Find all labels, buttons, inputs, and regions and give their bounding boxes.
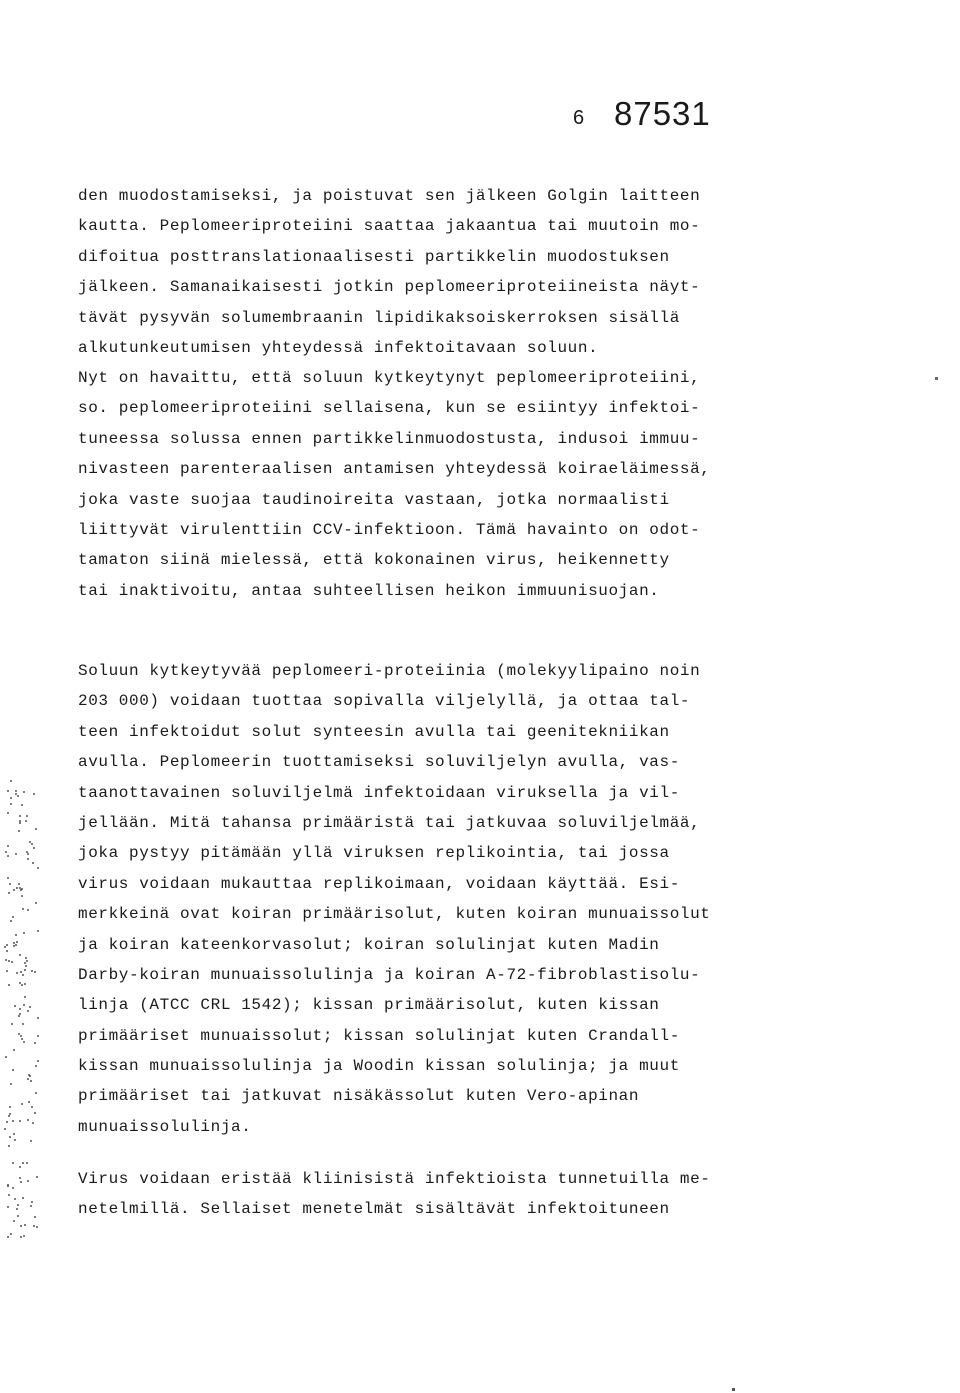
scan-dot <box>31 1201 33 1203</box>
scan-dot <box>16 941 18 943</box>
text-line: 203 000) voidaan tuottaa sopivalla viljelyllä, ja ottaa tal- <box>78 692 691 711</box>
scan-dot <box>7 812 9 814</box>
scan-dot <box>21 895 23 897</box>
paragraph-1 <box>78 181 838 363</box>
text-line: Virus voidaan eristää kliinisistä infektioista tunnetuilla me- <box>78 1170 711 1188</box>
scan-dot <box>27 1180 29 1182</box>
text-line: merkkeinä ovat koiran primäärisolut, kuten koiran munuaissolut <box>78 905 711 924</box>
scan-dot <box>37 930 39 932</box>
text-line: tävät pysyvän solumembraanin lipidikaksoiskerroksen sisällä <box>78 308 680 327</box>
scan-dot <box>15 790 17 792</box>
scan-dot <box>7 855 9 857</box>
scan-dot <box>7 845 9 847</box>
scan-dot <box>32 862 34 864</box>
text-line: Nyt on havaittu, että soluun kytkeytynyt peplomeeriproteiini, <box>78 369 701 387</box>
scan-dot <box>7 1206 9 1208</box>
text-line: tuneessa solussa ennen partikkelinmuodostusta, indusoi immuu- <box>78 429 701 448</box>
scan-dot <box>7 790 9 792</box>
text-line: virus voidaan mukauttaa replikoimaan, voidaan käyttää. Esi- <box>78 874 680 893</box>
scan-dot <box>20 889 22 891</box>
scan-dot <box>37 867 39 869</box>
scan-dot <box>10 1233 12 1235</box>
scan-dot <box>15 934 17 936</box>
text-line: primääriset tai jatkuvat nisäkässolut kuten Vero-apinan <box>78 1087 640 1106</box>
scan-dot <box>11 961 13 963</box>
text-line: primääriset munuaissolut; kissan solulinjat kuten Crandall- <box>78 1026 680 1045</box>
scan-dot <box>17 1204 19 1206</box>
scan-dot <box>9 883 11 885</box>
scan-dot <box>24 962 26 964</box>
scan-dot <box>6 1121 8 1123</box>
scan-dot <box>34 1042 36 1044</box>
scan-dot <box>30 1080 32 1082</box>
text-line: difoitua posttranslationaalisesti partikkelin muodostuksen <box>78 247 670 266</box>
text-line: so. peplomeeriproteiini sellaisena, kun se esiintyy infektoi- <box>78 399 701 418</box>
text-line: tamaton siinä mielessä, että kokonainen virus, heikennetty <box>78 551 670 570</box>
scan-dot <box>19 1177 21 1179</box>
scan-dot <box>6 944 8 946</box>
scan-dot <box>31 843 33 845</box>
scan-dot <box>8 1145 10 1147</box>
scan-dot <box>9 1136 11 1138</box>
scan-dot <box>15 944 17 946</box>
scan-dot <box>13 945 15 947</box>
scan-dot <box>20 1181 22 1183</box>
scan-dot <box>13 1133 15 1135</box>
scan-dot <box>14 1139 16 1141</box>
margin-scan-marks <box>0 780 44 1250</box>
scan-dot <box>19 954 21 956</box>
scan-dot <box>34 1216 36 1218</box>
scan-dot <box>18 883 20 885</box>
text-line: munuaissolulinja. <box>78 1117 252 1136</box>
text-line: tai inaktivoitu, antaa suhteellisen heikon immuunisuojan. <box>78 581 660 600</box>
scan-dot <box>19 1120 21 1122</box>
text-line: kautta. Peplomeeriproteiini saattaa jakaantua tai muutoin mo- <box>78 217 701 236</box>
scan-dot <box>7 877 9 879</box>
scan-dot <box>36 1176 38 1178</box>
scan-dot <box>12 1162 14 1164</box>
scan-speck <box>732 1388 735 1391</box>
text-line: joka pystyy pitämään yllä viruksen replikointia, tai jossa <box>78 844 670 863</box>
scan-dot <box>14 1198 16 1200</box>
scan-dot <box>34 1112 36 1114</box>
scan-dot <box>12 1187 14 1189</box>
paragraph-3 <box>78 656 838 1142</box>
scan-dot <box>27 1010 29 1012</box>
scan-dot <box>22 1023 24 1025</box>
scan-dot <box>8 892 10 894</box>
scan-dot <box>4 946 6 948</box>
scan-dot <box>24 1224 26 1226</box>
scan-dot <box>23 932 25 934</box>
scan-dot <box>21 1103 23 1105</box>
scan-dot <box>12 1069 14 1071</box>
scan-dot <box>10 797 12 799</box>
scan-dot <box>11 1023 13 1025</box>
text-line: taanottavainen soluviljelmä infektoidaan viruksella ja vil- <box>78 783 680 802</box>
scan-dot <box>18 830 20 832</box>
text-line: avulla. Peplomeerin tuottamiseksi soluviljelyn avulla, vas- <box>78 753 680 772</box>
scan-speck <box>935 377 938 380</box>
scan-dot <box>14 1005 16 1007</box>
scan-dot <box>31 970 33 972</box>
text-line: Soluun kytkeytyvää peplomeeri-proteiinia (molekyylipaino noin <box>78 662 701 680</box>
scan-dot <box>19 822 21 824</box>
scan-dot <box>7 1236 9 1238</box>
scan-dot <box>23 1004 25 1006</box>
scan-dot <box>8 1115 10 1117</box>
scan-dot <box>27 858 29 860</box>
scan-dot <box>33 793 35 795</box>
scan-dot <box>37 1060 39 1062</box>
scan-dot <box>35 1092 37 1094</box>
scan-dot <box>24 969 26 971</box>
scan-dot <box>8 984 10 986</box>
scan-dot <box>27 853 29 855</box>
scan-dot <box>12 916 14 918</box>
scan-dot <box>10 803 12 805</box>
scan-dot <box>16 972 18 974</box>
scan-dot <box>24 983 26 985</box>
scan-dot <box>10 780 12 782</box>
scan-dot <box>21 804 23 806</box>
scan-dot <box>30 1140 32 1142</box>
scan-dot <box>33 847 35 849</box>
scan-dot <box>21 1038 23 1040</box>
scan-dot <box>26 815 28 817</box>
scan-dot <box>15 853 17 855</box>
text-line: Darby-koiran munuaissolulinja ja koiran A-72-fibroblastisolu- <box>78 965 701 984</box>
text-line: teen infektoidut solut synteesin avulla tai geenitekniikan <box>78 722 670 741</box>
scan-dot <box>4 1128 6 1130</box>
scan-dot <box>20 1035 22 1037</box>
text-line: jälkeen. Samanaikaisesti jotkin peplomeeriproteiineista näyt- <box>78 278 701 297</box>
scan-dot <box>20 971 22 973</box>
text-line: nivasteen parenteraalisen antamisen yhteydessä koiraeläimessä, <box>78 460 711 479</box>
scan-dot <box>13 889 15 891</box>
scan-dot <box>26 960 28 962</box>
scan-dot <box>5 1056 7 1058</box>
scan-dot <box>17 1215 19 1217</box>
scan-dot <box>9 1113 11 1115</box>
scan-dot <box>13 1049 15 1051</box>
scan-dot <box>35 902 37 904</box>
scan-dot <box>19 1166 21 1168</box>
scan-dot <box>20 1225 22 1227</box>
scan-dot <box>23 1235 25 1237</box>
scan-dot <box>37 1017 39 1019</box>
text-line: ja koiran kateenkorvasolut; koiran solulinjat kuten Madin <box>78 935 660 954</box>
scan-dot <box>9 1106 11 1108</box>
scan-dot <box>25 957 27 959</box>
scan-dot <box>30 1205 32 1207</box>
paragraph-4 <box>78 1164 838 1225</box>
scan-dot <box>8 1194 10 1196</box>
scan-dot <box>31 1106 33 1108</box>
page-number: 6 <box>573 107 585 129</box>
scan-dot <box>23 791 25 793</box>
scan-dot <box>22 1197 24 1199</box>
scan-dot <box>6 970 8 972</box>
scan-dot <box>29 1006 31 1008</box>
document-number: 87531 <box>614 95 711 132</box>
text-line: kissan munuaissolulinja ja Woodin kissan solulinja; ja muut <box>78 1057 680 1076</box>
scan-dot <box>16 887 18 889</box>
scan-dot <box>35 828 37 830</box>
scan-dot <box>35 1065 37 1067</box>
scan-dot <box>10 1083 12 1085</box>
scan-dot <box>10 920 12 922</box>
scan-dot <box>37 1035 39 1037</box>
scan-dot <box>24 996 26 998</box>
paragraph-2 <box>78 363 838 606</box>
scan-dot <box>23 1041 25 1043</box>
scan-dot <box>26 1162 28 1164</box>
scan-dot <box>22 1162 24 1164</box>
scan-dot <box>27 1119 29 1121</box>
scan-dot <box>13 1220 15 1222</box>
text-line: linja (ATCC CRL 1542); kissan primäärisolut, kuten kissan <box>78 996 660 1015</box>
scan-dot <box>17 795 19 797</box>
text-line: netelmillä. Sellaiset menetelmät sisältävät infektoituneen <box>78 1200 670 1219</box>
text-line: jellään. Mitä tahansa primääristä tai jatkuvaa soluviljelmää, <box>78 813 701 832</box>
scan-dot <box>20 1236 22 1238</box>
scan-dot <box>25 820 27 822</box>
text-line: den muodostamiseksi, ja poistuvat sen jälkeen Golgin laitteen <box>78 187 701 205</box>
text-line: liittyvät virulenttiin CCV-infektioon. Tämä havainto on odot- <box>78 520 701 539</box>
text-line: joka vaste suojaa taudinoireita vastaan, jotka normaalisti <box>78 490 670 509</box>
scan-dot <box>5 959 7 961</box>
scan-dot <box>19 820 21 822</box>
scan-dot <box>27 1078 29 1080</box>
scan-dot <box>7 1185 9 1187</box>
scan-dot <box>27 909 29 911</box>
scan-dot <box>25 965 27 967</box>
scan-dot <box>19 815 21 817</box>
scan-dot <box>12 1120 14 1122</box>
scan-dot <box>22 908 24 910</box>
scan-dot <box>5 851 7 853</box>
scan-dot <box>34 971 36 973</box>
scan-dot <box>19 1008 21 1010</box>
scan-dot <box>16 1208 18 1210</box>
scan-dot <box>22 974 24 976</box>
scan-dot <box>36 1226 38 1228</box>
scan-dot <box>18 1015 20 1017</box>
scan-dot <box>33 1225 35 1227</box>
text-line: alkutunkeutumisen yhteydessä infektoitavaan soluun. <box>78 338 599 357</box>
scan-dot <box>6 950 8 952</box>
scan-dot <box>8 960 10 962</box>
scan-dot <box>21 984 23 986</box>
scan-dot <box>32 1122 34 1124</box>
scan-dot <box>28 1101 30 1103</box>
